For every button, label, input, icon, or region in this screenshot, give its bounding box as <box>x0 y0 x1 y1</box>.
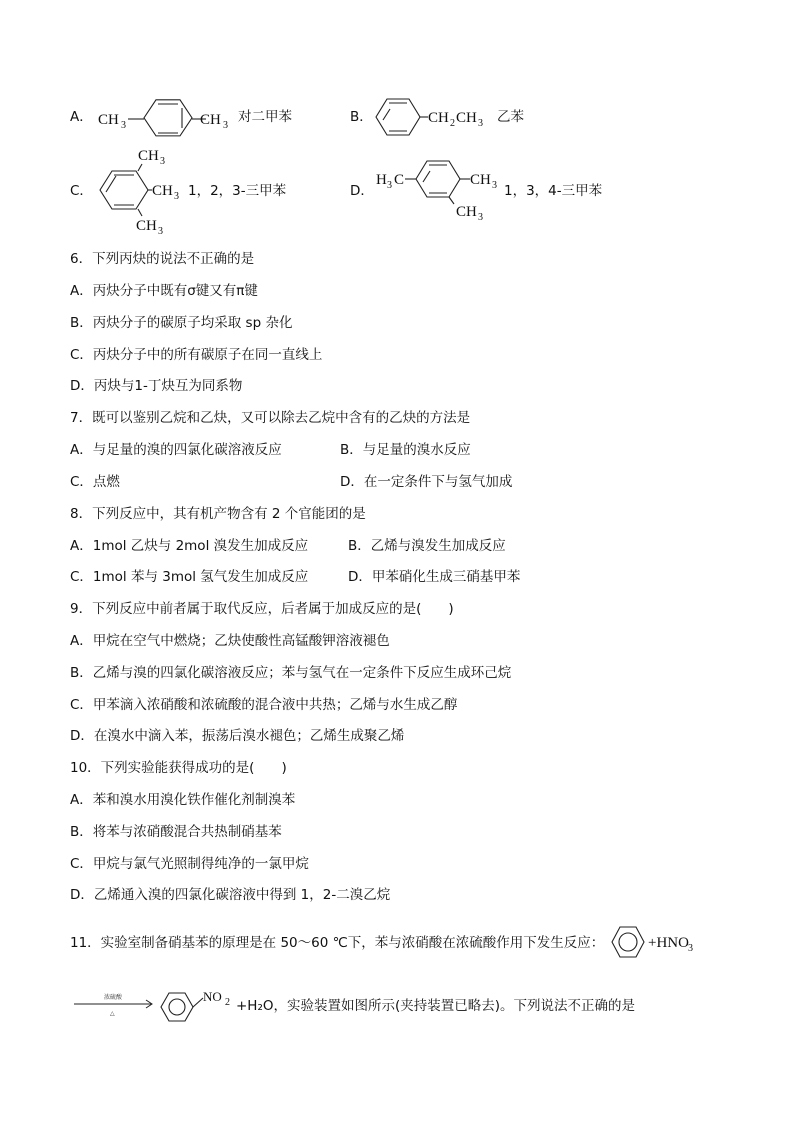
option-d-letter: D． <box>350 183 374 199</box>
question-stem: 11．实验室制备硝基苯的原理是在 50～60 ℃下，苯与浓硝酸在浓硫酸作用下发生反应： <box>70 935 605 951</box>
option-b-caption: 乙苯 <box>497 109 524 125</box>
reagent-sub: 3 <box>688 943 693 954</box>
question-option: D．乙烯通入溴的四氯化碳溶液中得到 1，2-二溴乙烷 <box>70 887 391 903</box>
question-stem: 9．下列反应中前者属于取代反应，后者属于加成反应的是( ) <box>70 601 454 617</box>
question-option: D．在溴水中滴入苯，振荡后溴水褪色；乙烯生成聚乙烯 <box>70 728 405 744</box>
d-bot-sub: 3 <box>478 212 483 223</box>
ethylbenzene-structure <box>372 96 492 138</box>
p-xylene-left-ch: CH <box>98 112 119 128</box>
c-mid-ch: CH <box>152 183 173 199</box>
question-option: D．在一定条件下与氢气加成 <box>340 474 513 490</box>
question-option: B．乙烯与溴发生加成反应 <box>348 538 506 554</box>
option-c-letter: C． <box>70 183 93 199</box>
c-mid-sub: 3 <box>174 191 179 202</box>
arrow-condition-bottom: △ <box>110 1010 115 1017</box>
question-option: C．丙炔分子中的所有碳原子在同一直线上 <box>70 347 323 363</box>
d-left-sub: 3 <box>387 180 392 191</box>
question-option: C．甲苯滴入浓硝酸和浓硫酸的混合液中共热；乙烯与水生成乙醇 <box>70 697 458 713</box>
question-option: A．苯和溴水用溴化铁作催化剂制溴苯 <box>70 792 296 808</box>
option-b-letter: B． <box>350 109 373 125</box>
d-bot-ch: CH <box>456 204 477 220</box>
c-bot-ch: CH <box>136 218 157 234</box>
ethyl-ch2-sub: 2 <box>450 118 455 129</box>
nitrobenzene-structure <box>158 986 238 1026</box>
question-option: A．1mol 乙炔与 2mol 溴发生加成反应 <box>70 538 309 554</box>
question-stem: 7．既可以鉴别乙烷和乙炔，又可以除去乙烷中含有的乙炔的方法是 <box>70 410 471 426</box>
c-top-ch: CH <box>138 148 159 164</box>
question-option: C．1mol 苯与 3mol 氢气发生加成反应 <box>70 569 309 585</box>
question-stem: 6．下列丙炔的说法不正确的是 <box>70 251 255 267</box>
nitric-acid-reagent <box>648 930 698 954</box>
c-bot-sub: 3 <box>158 226 163 237</box>
question-option: D．丙炔与1-丁炔互为同系物 <box>70 378 243 394</box>
hemimellitene-structure <box>92 144 192 236</box>
ethyl-ch3-sub: 3 <box>478 118 483 129</box>
question-option: A．与足量的溴的四氯化碳溶液反应 <box>70 442 282 458</box>
d-right-ch: CH <box>470 172 491 188</box>
p-xylene-right-sub: 3 <box>223 120 228 131</box>
d-left-c: C <box>394 172 405 188</box>
option-d-caption: 1，3，4-三甲苯 <box>504 183 603 199</box>
question-option: B．将苯与浓硝酸混合共热制硝基苯 <box>70 824 282 840</box>
question-option: C．点燃 <box>70 474 120 490</box>
d-right-sub: 3 <box>492 180 497 191</box>
question-option: A．甲烷在空气中燃烧；乙炔使酸性高锰酸钾溶液褪色 <box>70 633 390 649</box>
option-a-caption: 对二甲苯 <box>238 109 292 125</box>
question-stem-continuation: +H₂O，实验装置如图所示(夹持装置已略去)。下列说法不正确的是 <box>236 998 636 1014</box>
question-option: B．丙炔分子的碳原子均采取 sp 杂化 <box>70 315 293 331</box>
arrow-condition-top: 浓硫酸 <box>104 994 123 1001</box>
ethyl-ch2: CH <box>428 110 449 126</box>
reagent-text: +HNO <box>648 935 689 951</box>
p-xylene-right-ch: CH <box>200 112 221 128</box>
d-left-h: H <box>376 172 387 188</box>
p-xylene-left-sub: 3 <box>121 120 126 131</box>
reaction-arrow <box>74 990 156 1018</box>
question-stem: 10．下列实验能获得成功的是( ) <box>70 760 287 776</box>
question-option: B．与足量的溴水反应 <box>340 442 471 458</box>
nitro-group: NO <box>203 989 222 1004</box>
option-a-letter: A． <box>70 109 93 125</box>
option-c-caption: 1，2，3-三甲苯 <box>188 183 287 199</box>
c-top-sub: 3 <box>160 156 165 167</box>
nitro-sub: 2 <box>225 997 230 1008</box>
question-stem: 8．下列反应中，其有机产物含有 2 个官能团的是 <box>70 506 366 522</box>
question-option: A．丙炔分子中既有σ键又有π键 <box>70 283 258 299</box>
benzene-ring <box>608 922 648 962</box>
ethyl-ch3: CH <box>456 110 477 126</box>
question-option: B．乙烯与溴的四氯化碳溶液反应；苯与氢气在一定条件下反应生成环己烷 <box>70 665 512 681</box>
trimethylbenzene-134-structure <box>374 158 514 224</box>
question-option: C．甲烷与氯气光照制得纯净的一氯甲烷 <box>70 856 309 872</box>
question-option: D．甲苯硝化生成三硝基甲苯 <box>348 569 521 585</box>
